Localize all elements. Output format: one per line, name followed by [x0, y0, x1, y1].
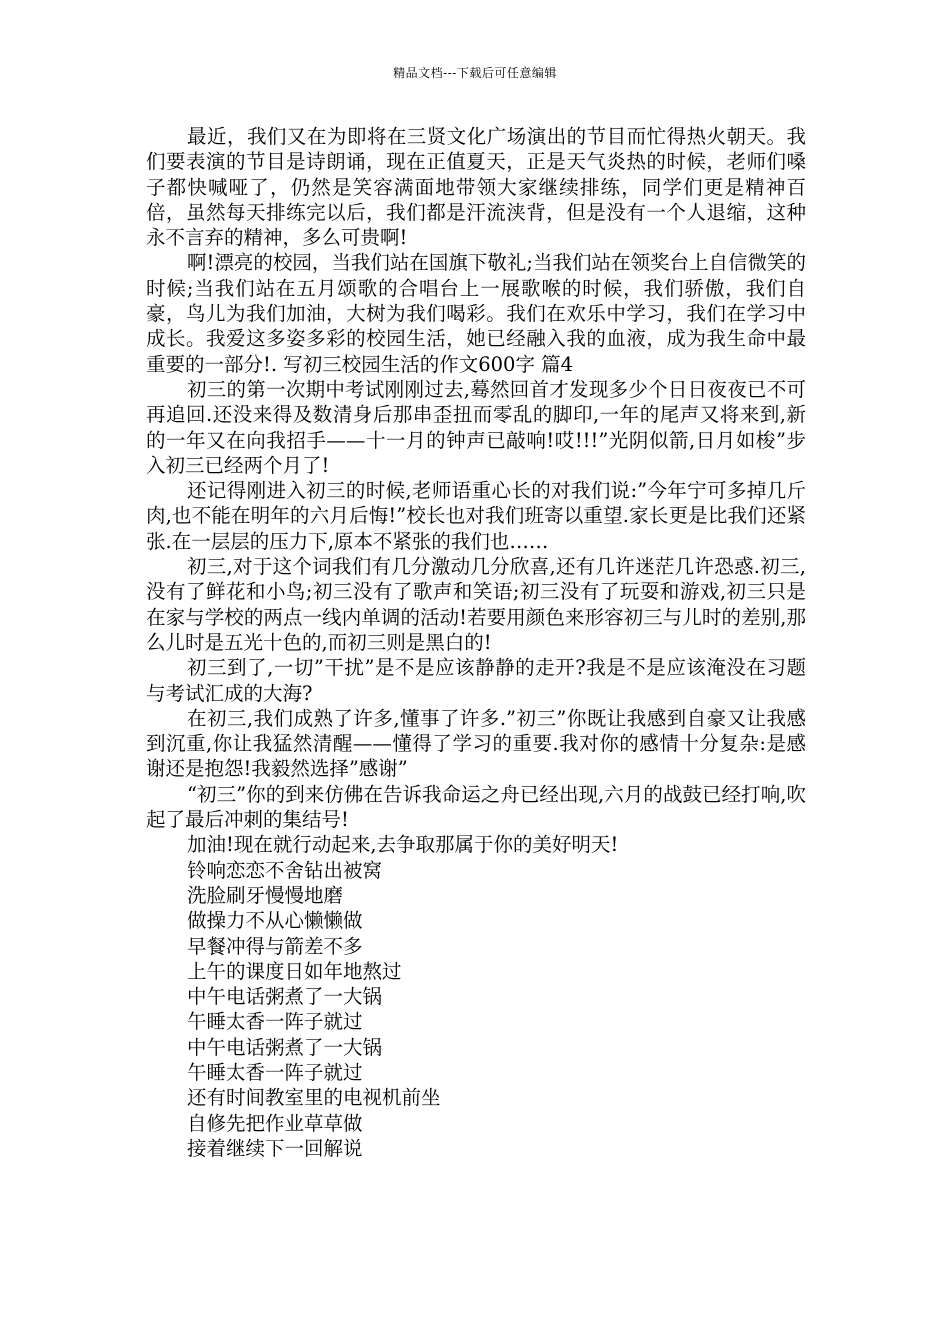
poem-line: 中午电话粥煮了一大锅: [187, 1035, 383, 1059]
poem-line: 还有时间教室里的电视机前坐: [187, 1086, 441, 1110]
paragraph-3: 初三的第一次期中考试刚刚过去,蓦然回首才发现多少个日日夜夜已不可再追回.还没来得及数清身后那串歪扭而零乱的脚印,一年的尾声又将来到,新的一年又在向我招手——十一月的钟声已敲响!哎!!!”光阴似箭,日月如梭”步入初三已经两个月了!: [146, 377, 806, 477]
paragraph-6: 初三到了,一切”干扰”是不是应该静静的走开?我是不是应该淹没在习题与考试汇成的大海?: [146, 656, 806, 705]
paragraph-5: 初三,对于这个词我们有几分激动几分欣喜,还有几许迷茫几许恐惑.初三,没有了鲜花和小鸟;初三没有了歌声和笑语;初三没有了玩耍和游戏,初三只是在家与学校的两点一线内单调的活动!若要用颜色来形容初三与儿时的差别,那么儿时是五光十色的,而初三则是黑白的!: [146, 555, 806, 654]
document-body: [146, 124, 806, 1161]
poem-line: 接着继续下一回解说: [187, 1136, 363, 1160]
poem-line: 加油!现在就行动起来,去争取那属于你的美好明天!: [187, 833, 619, 857]
poem-line: 上午的课度日如年地熬过: [187, 959, 402, 983]
poem-line: 洗脸刷牙慢慢地磨: [187, 883, 344, 907]
poem-line: 午睡太香一阵子就过: [187, 1010, 363, 1034]
poem-line: 自修先把作业草草做: [187, 1111, 363, 1135]
poem-line: 早餐冲得与箭差不多: [187, 934, 363, 958]
poem-line: 做操力不从心懒懒做: [187, 909, 363, 933]
poem-line: 午睡太香一阵子就过: [187, 1060, 363, 1084]
paragraph-7: 在初三,我们成熟了许多,懂事了许多.”初三”你既让我感到自豪又让我感到沉重,你让我猛然清醒——懂得了学习的重要.我对你的感情十分复杂:是感谢还是抱怨!我毅然选择”感谢”: [146, 706, 806, 781]
poem-line: 铃响恋恋不舍钻出被窝: [187, 858, 383, 882]
paragraph-8: “初三”你的到来仿佛在告诉我命运之舟已经出现,六月的战鼓已经打响,吹起了最后冲刺的集结号!: [146, 782, 806, 832]
paragraph-1: 最近，我们又在为即将在三贤文化广场演出的节目而忙得热火朝天。我们要表演的节目是诗朗诵，现在正值夏天，正是天气炎热的时候，老师们嗓子都快喊哑了，仍然是笑容满面地带领大家继续排练，同学们更是精神百倍，虽然每天排练完以后，我们都是汗流浃背，但是没有一个人退缩，这种永不言弃的精神，多么可贵啊!: [146, 125, 806, 250]
page-header: 精品文档---下载后可任意编辑: [393, 66, 557, 80]
poem-line: 中午电话粥煮了一大锅: [187, 985, 383, 1009]
paragraph-4: 还记得刚进入初三的时候,老师语重心长的对我们说:”今年宁可多掉几斤肉,也不能在明年的六月后悔!”校长也对我们班寄以重望.家长更是比我们还紧张.在一层层的压力下,原本不紧张的我们也……: [146, 479, 806, 553]
paragraph-2: 啊!漂亮的校园，当我们站在国旗下敬礼;当我们站在领奖台上自信微笑的时候;当我们站在五月颂歌的合唱台上一展歌喉的时候，我们骄傲，我们自豪，鸟儿为我们加油，大树为我们喝彩。我们在欢乐中学习，我们在学习中成长。我爱这多姿多彩的校园生活，她已经融入我的血液，成为我生命中最重要的一部分!. 写初三校园生活的作文600字 篇4: [146, 251, 806, 376]
